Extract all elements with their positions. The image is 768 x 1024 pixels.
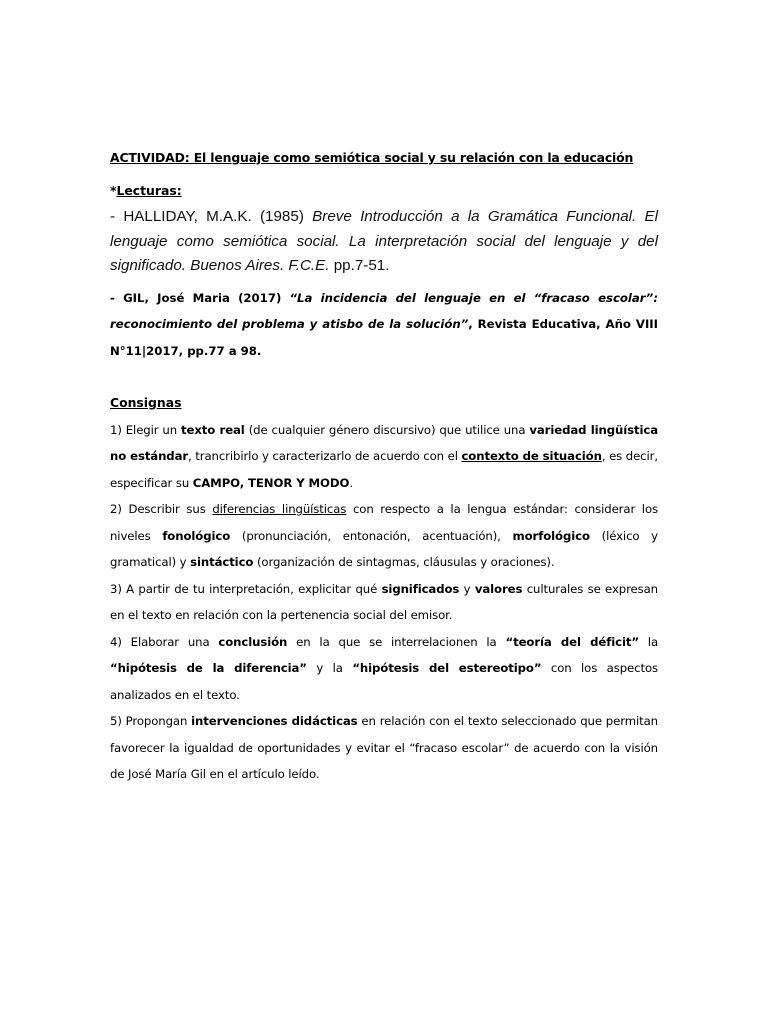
readings-heading: [110, 179, 658, 203]
text-run: .: [349, 475, 353, 490]
text-run: (pronunciación, entonación, acentuación),: [230, 528, 513, 543]
spacer: [110, 364, 658, 390]
text-run: con respecto a la lengua estándar: [346, 502, 564, 516]
text-run: 4) Elaborar una: [110, 634, 219, 649]
consignas-heading: Consignas: [110, 395, 182, 410]
reference-gil: [110, 285, 658, 365]
emphasis: intervenciones didácticas: [191, 714, 358, 728]
emphasis: variedad lingüística no estándar: [110, 422, 659, 463]
emphasis-underlined: contexto de situación: [461, 449, 602, 463]
consigna-item-3: [110, 576, 658, 629]
reference-halliday-authors: - HALLIDAY, M.A.K. (1985): [110, 208, 313, 225]
reference-gil-rest: , Revista Educativa, Año VIII N°11|2017, pp.77 a 98.: [110, 317, 658, 358]
text-run: culturales se expresan en el texto en relación con la pertenencia social del emisor.: [110, 581, 658, 622]
readings-asterisk: *: [110, 183, 117, 198]
underlined-text: diferencias lingüísticas: [212, 502, 347, 516]
text-run: y la: [306, 661, 353, 675]
text-run: (léxico y gramatical) y: [110, 528, 658, 569]
reference-gil-work: “La incidencia del lenguaje en el “fracaso escolar”: reconocimiento del problema y atisbo de la solución”: [110, 290, 658, 331]
reference-halliday: [110, 205, 658, 279]
consigna-item-2: [110, 496, 658, 576]
emphasis: valores: [474, 581, 523, 596]
text-run: 2) Describir sus: [110, 502, 213, 516]
emphasis: morfológico: [512, 528, 590, 543]
reference-gil-authors: - GIL, José Maria (2017): [110, 290, 290, 305]
readings-label: Lecturas:: [116, 183, 182, 198]
emphasis: fonológico: [162, 528, 231, 543]
emphasis: sintáctico: [190, 555, 254, 569]
text-run: con los aspectos analizados en el texto.: [110, 661, 658, 702]
text-run: 1) Elegir un: [110, 422, 182, 437]
text-run: y: [459, 581, 475, 596]
text-run: 3) A partir de tu interpretación, explicitar qué: [110, 581, 382, 596]
text-run: (de cualquier género discursivo) que utilice una: [244, 422, 530, 437]
text-run: (organización de sintagmas, cláusulas y oraciones).: [253, 555, 555, 569]
emphasis: significados: [381, 581, 460, 596]
activity-title: ACTIVIDAD: El lenguaje como semiótica social y su relación con la educación: [110, 150, 634, 165]
text-run: , trancribirlo y caracterizarlo de acuerdo con el: [188, 449, 462, 463]
text-run: en relación con el texto seleccionado que permitan favorecer la igualdad de oportunidades y evitar el “fracaso escolar” de acuerdo con la visión de José María Gil en el artículo leído.: [110, 714, 658, 781]
consigna-item-5: [110, 708, 658, 788]
emphasis: CAMPO, TENOR Y MODO: [192, 475, 350, 490]
emphasis: “hipótesis del estereotipo”: [352, 661, 542, 675]
emphasis: texto real: [181, 422, 245, 437]
text-run: en la que se interrelacionen la: [287, 634, 506, 649]
emphasis: “teoría del déficit”: [505, 634, 639, 649]
text-run: , es decir, especificar su: [110, 449, 658, 490]
text-run: 5) Propongan: [110, 714, 192, 728]
consigna-item-4: [110, 629, 658, 709]
consigna-item-1: [110, 417, 658, 497]
emphasis: conclusión: [218, 634, 288, 649]
emphasis: “hipótesis de la diferencia”: [110, 661, 307, 675]
text-run: : considerar los niveles: [110, 502, 658, 543]
text-run: la: [638, 634, 659, 649]
document-page: [110, 146, 658, 788]
reference-halliday-work: Breve Introducción a la Gramática Funcional. El lenguaje como semiótica social. La interpretación social del lenguaje y del significado. Buenos Aires. F.C.E.: [110, 208, 658, 274]
reference-halliday-pages: pp.7-51.: [329, 257, 390, 274]
